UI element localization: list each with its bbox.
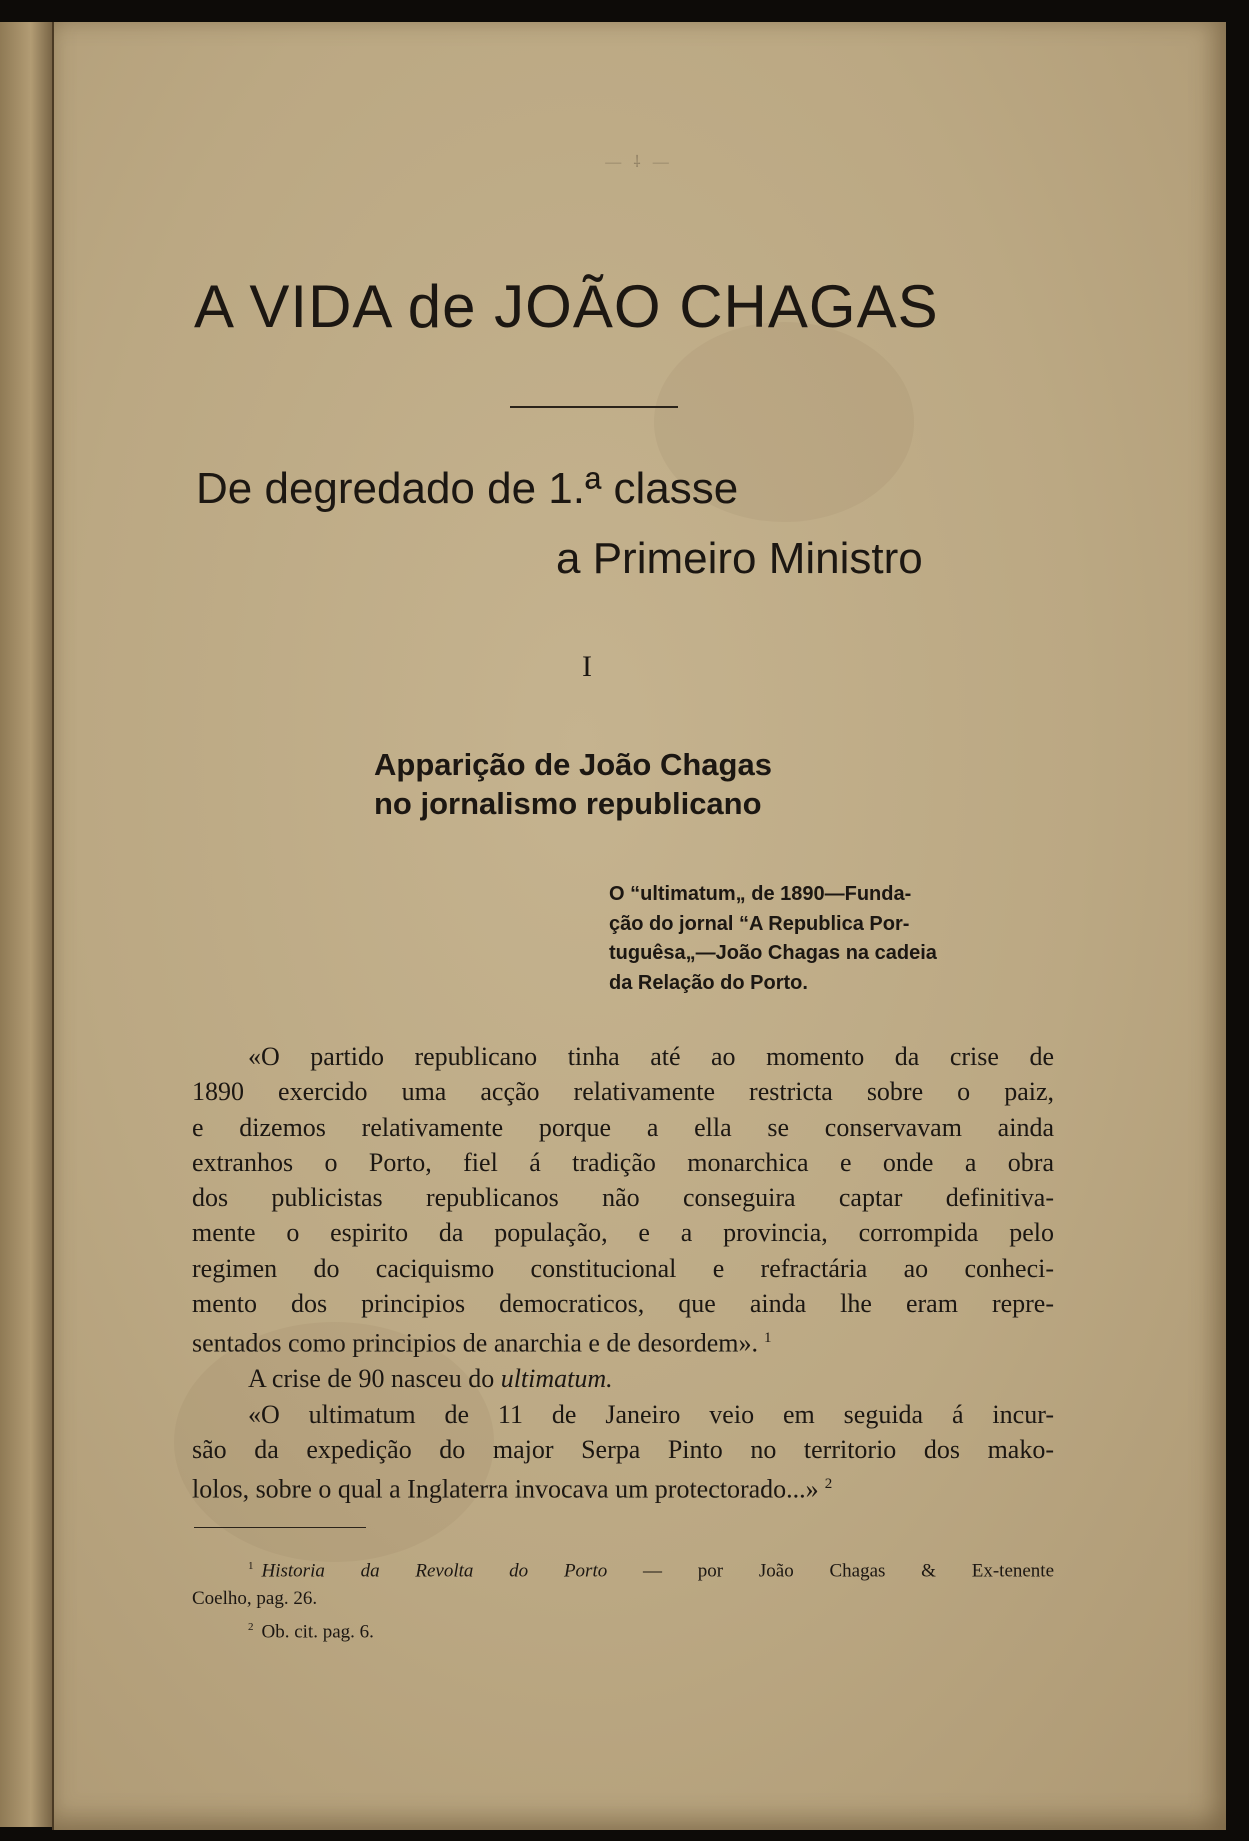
previous-page-edge — [0, 22, 56, 1827]
body-line: e dizemos relativamente porque a ella se conservavam ainda — [192, 1112, 1054, 1142]
footnote-reference: 2 — [824, 1476, 833, 1493]
body-line: mento dos principios democraticos, que ainda lhe eram repre- — [192, 1289, 1054, 1319]
footnote-text: — por João Chagas & Ex-tenente — [643, 1560, 1055, 1582]
body-line: são da expedição do major Serpa Pinto no territorio dos mako- — [192, 1434, 1054, 1464]
section-heading-line-1: Apparição de João Chagas — [374, 747, 772, 782]
body-text — [192, 1039, 1054, 1507]
body-line-text: lolos, sobre o qual a Inglaterra invocava um protectorado...» — [192, 1474, 819, 1504]
body-line — [192, 1361, 1054, 1396]
body-line — [192, 1321, 1054, 1361]
body-line-text: A crise de 90 nasceu do — [248, 1364, 501, 1394]
body-line: dos publicistas republicanos não conseguira captar definitiva- — [192, 1183, 1054, 1213]
footnote-reference: 1 — [764, 1330, 772, 1347]
subtitle-line-1: De degredado de 1.ª classe — [196, 464, 739, 513]
chapter-number: I — [582, 650, 592, 683]
footnotes — [192, 1552, 1054, 1647]
book-page — [52, 22, 1226, 1830]
summary-line: da Relação do Porto. — [609, 971, 808, 994]
page-title: A VIDA de JOÃO CHAGAS — [194, 273, 939, 340]
summary-line: ção do jornal “A Republica Por- — [609, 912, 910, 935]
footnote-1 — [192, 1552, 1054, 1585]
footnote-2 — [192, 1613, 1054, 1646]
body-line: 1890 exercido uma acção relativamente restricta sobre o paiz, — [192, 1077, 1054, 1107]
footnote-citation-title: Historia da Revolta do Porto — [261, 1560, 608, 1582]
footnote-marker: 1 — [248, 1560, 254, 1572]
section-heading-line-2: no jornalismo republicano — [374, 786, 762, 821]
subtitle-line-2: a Primeiro Ministro — [556, 534, 923, 583]
body-line: regimen do caciquismo constitucional e refractária ao conheci- — [192, 1253, 1054, 1283]
summary-line: tuguêsa„—João Chagas na cadeia — [609, 942, 937, 964]
body-line — [192, 1467, 1054, 1507]
summary-line: O “ultimatum„ de 1890—Funda- — [609, 883, 912, 905]
title-divider — [510, 406, 678, 408]
footnote-text: Ob. cit. pag. 6. — [261, 1621, 374, 1643]
chapter-summary — [609, 880, 1049, 998]
footnote-marker: 2 — [248, 1621, 254, 1634]
body-line: extranhos o Porto, fiel á tradição monarchica e onde a obra — [192, 1147, 1054, 1177]
footnote-divider — [194, 1527, 366, 1528]
header-ornament: — ⸸ — — [605, 154, 673, 171]
body-line-text: sentados como principios de anarchia e de desordem». — [192, 1329, 759, 1359]
body-line-emphasis: ultimatum. — [500, 1364, 613, 1394]
body-line: mente o espirito da população, e a provincia, corrompida pelo — [192, 1218, 1054, 1248]
body-line: «O partido republicano tinha até ao momento da crise de — [248, 1042, 1054, 1071]
footnote-1-continued: Coelho, pag. 26. — [192, 1588, 318, 1610]
body-line: «O ultimatum de 11 de Janeiro veio em seguida á incur- — [248, 1399, 1054, 1429]
